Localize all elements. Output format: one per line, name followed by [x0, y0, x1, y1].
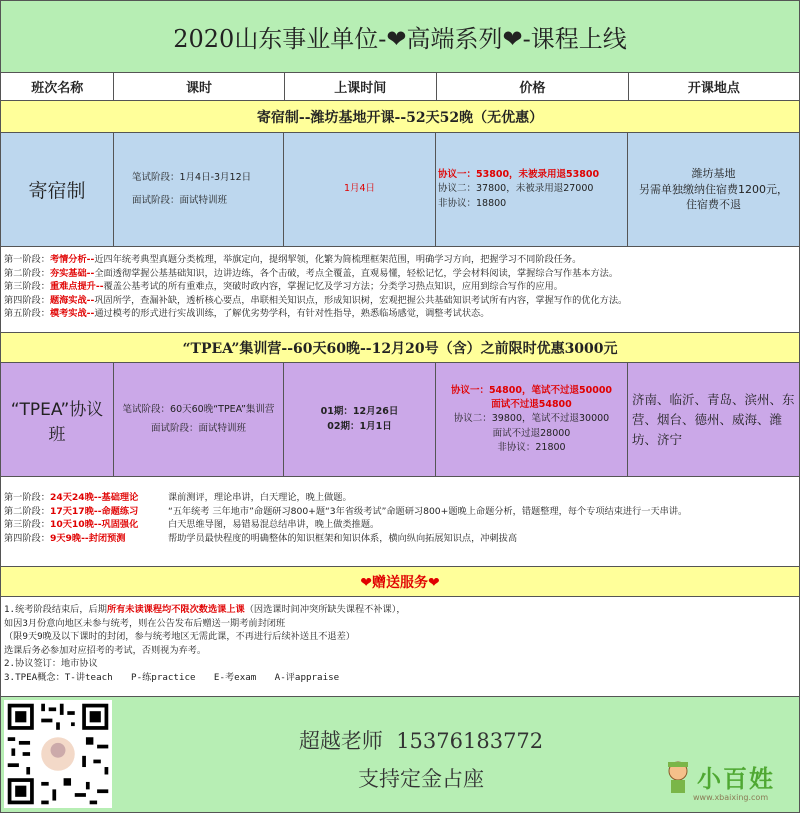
- note-line: 如因3月份意向地区未参与统考，则在公告发布后赠送一期考前封闭班: [4, 617, 286, 629]
- section1-hours: 笔试阶段：1月4日-3月12日 面试阶段：面试特训班: [114, 133, 284, 246]
- stage-item: 第三阶段：10天10晚--巩固强化 白天思维导图，易错易混总结串讲，晚上做类推题。: [4, 519, 380, 531]
- header-hours: 课时: [114, 73, 284, 100]
- stage-item: 第二阶段：夯实基础--全面透彻掌握公基基础知识，边讲边练，各个击破，考点全覆盖，直观易懂，轻松记忆，学会材料阅读，掌握综合写作基本方法。: [4, 267, 619, 279]
- phone-number[interactable]: 15376183772: [396, 729, 544, 753]
- note-line: （限9天9晚及以下课时的封闭，参与统考地区无需此课，不再进行后续补送且不退差）: [4, 631, 355, 642]
- section2-name: “TPEA”协议班: [1, 363, 114, 476]
- gift-service-band: ❤赠送服务❤: [1, 567, 799, 597]
- stage-item: 第三阶段：重难点提升--覆盖公基考试的所有重难点，突破时政内容，掌握记忆及学习方法；分类学习热点知识，应用到综合写作的应用。: [4, 281, 563, 293]
- teacher-contact: 超越老师 15376183772: [298, 729, 544, 753]
- mascot-icon: [663, 759, 693, 795]
- deposit-slogan: 支持定金占座: [358, 767, 484, 791]
- section2-price: 协议一：54800，笔试不过退50000 面试不过退54800 协议二：39800，笔试不过退30000 面试不过退28000 非协议：21800: [436, 363, 628, 476]
- header-time: 上课时间: [285, 73, 437, 100]
- logo-url: www.xbaixing.com: [693, 793, 769, 802]
- section2-hours: 笔试阶段：60天60晚“TPEA”集训营 面试阶段：面试特训班: [114, 363, 284, 476]
- section1-row: [1, 133, 799, 247]
- table-header: [1, 73, 799, 101]
- note-line: 1.统考阶段结束后，后期所有未读课程均不限次数选课上课（因选课时间冲突所缺失课程不补课），: [4, 604, 406, 615]
- section1-location: 潍坊基地 另需单独缴纳住宿费1200元， 住宿费不退: [639, 167, 788, 212]
- section2-band: “TPEA”集训营--60天60晚--12月20号（含）之前限时优惠3000元: [1, 333, 799, 363]
- section1-stages: [1, 247, 799, 333]
- section1-name: 寄宿制: [1, 133, 114, 246]
- page-title: 2020山东事业单位-❤高端系列❤-课程上线: [1, 1, 799, 73]
- logo-text: 小百姓: [697, 764, 775, 793]
- header-price: 价格: [437, 73, 629, 100]
- section2-row: [1, 363, 799, 477]
- stage-item: 第二阶段：17天17晚--命题练习 “五年统考 三年地市”命题研习800+题“3年省级考试”命题研习800+题晚上命题分析，错题整理，每个专项结束进行一天串讲。: [4, 505, 688, 517]
- stage-item: 第五阶段：模考实战--通过模考的形式进行实战训练，了解优劣势学科，有针对性指导，熟悉临场感觉，调整考试状态。: [4, 308, 490, 320]
- note-line: 选课后务必参加对应招考的考试，否则视为弃考。: [4, 644, 207, 656]
- header-location: 开课地点: [687, 81, 740, 96]
- stage-item: 第一阶段：考情分析--近四年统考典型真题分类梳理，举旗定向，提纲挈领，化繁为简梳理框架范围，明确学习方向，把握学习不同阶段任务。: [4, 254, 582, 265]
- section2-time: 01期：12月26日 02期：1月1日: [284, 363, 436, 476]
- header-class-name: 班次名称: [1, 73, 114, 100]
- stage-item: 第四阶段：题海实战--巩固所学，查漏补缺，透析核心要点，串联相关知识点，形成知识树，宏观把握公共基础知识考试所有内容，掌握写作的优化方法。: [4, 294, 628, 306]
- section1-time: 1月4日: [284, 133, 436, 246]
- brand-logo: [663, 759, 793, 809]
- stage-item: 第四阶段：9天9晚--封闭预测 帮助学员最快程度的明确整体的知识框架和知识体系，横向纵向拓展知识点，冲刺拔高: [4, 532, 518, 544]
- section2-location: 济南、临沂、青岛、滨州、东营、烟台、德州、威海、潍坊、济宁: [632, 391, 795, 447]
- notes-block: [1, 597, 799, 697]
- note-line: 3.TPEA概念：T-讲teach P-练practice E-考exam A-评appraise: [4, 671, 340, 683]
- section1-price: 协议一：53800，未被录用退53800 协议二：37800，未被录用退27000 非协议：18800: [436, 133, 628, 246]
- contact-footer: [1, 697, 799, 812]
- section1-band: 寄宿制--潍坊基地开课--52天52晚（无优惠）: [1, 101, 799, 133]
- stage-item: 第一阶段：24天24晚--基础理论 课前测评，理论串讲，白天理论，晚上做题。: [4, 492, 352, 503]
- section2-stages: [1, 477, 799, 567]
- qr-code-icon[interactable]: [4, 700, 112, 808]
- note-line: 2.协议签订：地市协议: [4, 658, 98, 669]
